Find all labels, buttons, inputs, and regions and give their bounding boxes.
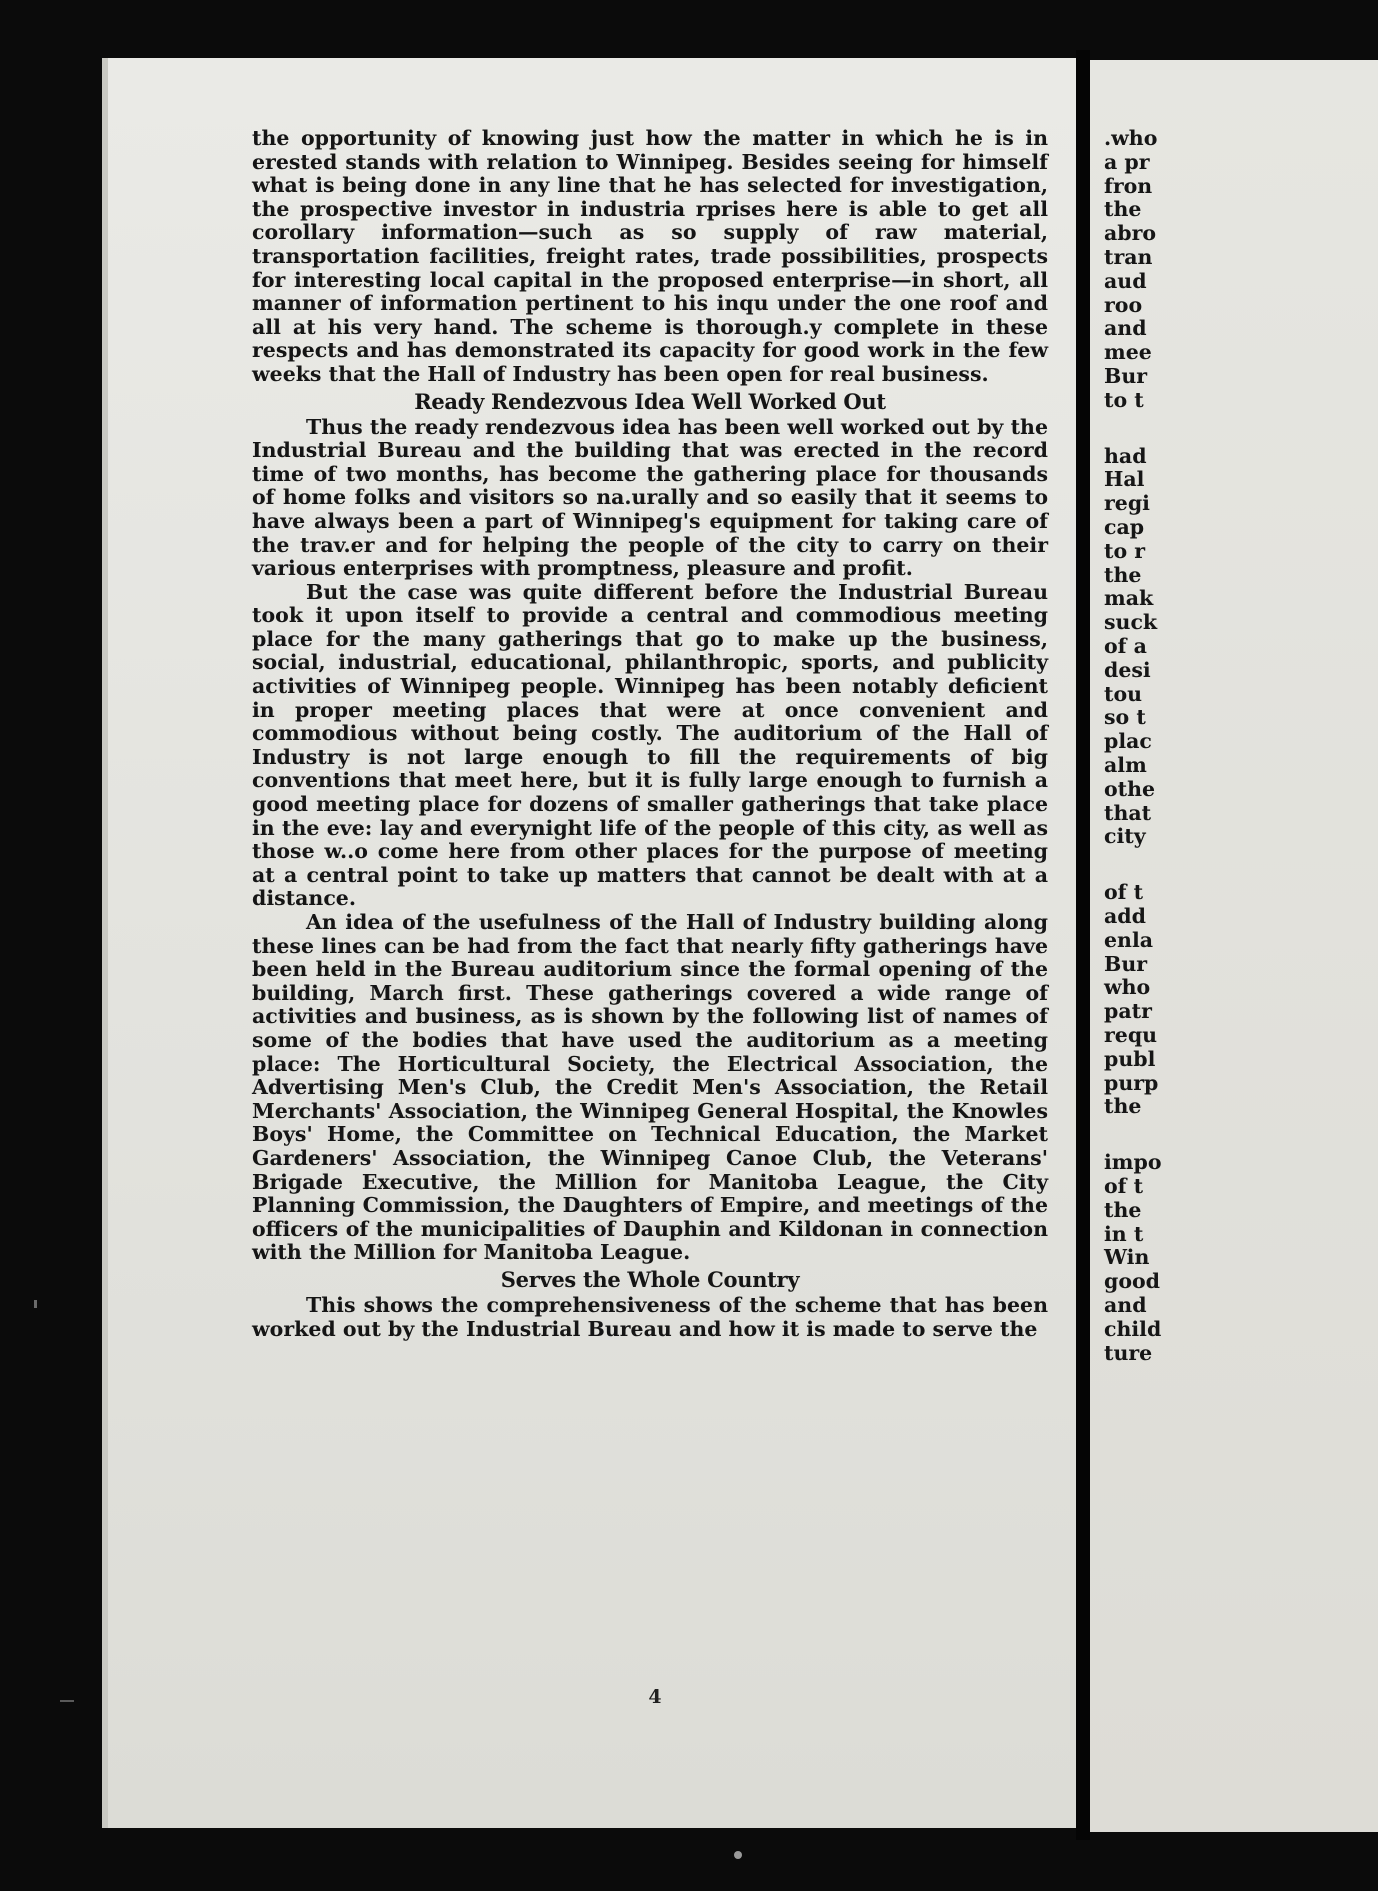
facing-page-line: so t: [1104, 705, 1146, 730]
facing-page-line: to t: [1104, 387, 1144, 412]
facing-page-line: Bur: [1104, 951, 1148, 976]
facing-page-line: enla: [1104, 927, 1154, 952]
facing-page-line: tou: [1104, 681, 1143, 706]
facing-page-line: a pr: [1104, 149, 1150, 174]
facing-page-line: and: [1104, 1293, 1147, 1317]
facing-page-line: to r: [1104, 538, 1146, 563]
facing-page-line: purp: [1104, 1070, 1159, 1095]
facing-page-line: tran: [1104, 245, 1153, 269]
article-body: [252, 127, 1048, 1341]
facing-page-line: who: [1104, 975, 1151, 1000]
facing-page-line: add: [1104, 904, 1146, 928]
facing-page-line: requ: [1104, 1023, 1158, 1047]
facing-page-line: child: [1104, 1316, 1162, 1341]
facing-page-line: mee: [1104, 340, 1152, 365]
facing-page-line: .who: [1104, 126, 1158, 150]
book-gutter: [1076, 50, 1090, 1840]
facing-page-line: Win: [1104, 1245, 1150, 1270]
facing-page-line: roo: [1104, 292, 1143, 317]
facing-page-line: Hal: [1104, 467, 1145, 492]
paragraph: Thus the ready rendezvous idea has been well worked out by the Industrial Bureau and the building that was erected in the record time of two months, has become the gathering place for thousands of home folks and visitors so na.urally and so easily that it seems to have always been a part of Winnipeg's equipment for taking care of the trav.er and for helping the people of the city to carry on their various enterprises with promptness, pleasure and profit.: [252, 414, 1048, 581]
facing-page-line: suck: [1104, 610, 1158, 635]
facing-page-line: of a: [1104, 634, 1147, 658]
facing-page-line: in t: [1104, 1221, 1144, 1246]
facing-page-line: the: [1104, 197, 1142, 222]
page-number: 4: [648, 1686, 662, 1708]
facing-page-line: the: [1104, 1094, 1142, 1119]
facing-page-line: impo: [1104, 1150, 1162, 1175]
facing-page-line: fron: [1104, 173, 1153, 198]
facing-page-line: abro: [1104, 221, 1157, 246]
facing-page-line: desi: [1104, 657, 1151, 682]
facing-page-line: of t: [1104, 1174, 1144, 1198]
facing-page-line: alm: [1104, 753, 1147, 777]
facing-page-line: the: [1104, 1197, 1142, 1222]
section-heading: Serves the Whole Country: [500, 1266, 800, 1292]
facing-page-line: regi: [1104, 491, 1150, 516]
facing-page-line: othe: [1104, 776, 1156, 801]
facing-page-line: of t: [1104, 880, 1144, 905]
facing-page-line: cap: [1104, 515, 1145, 539]
facing-page-line: that: [1104, 800, 1152, 825]
facing-page-line: the: [1104, 562, 1142, 587]
section-heading: Ready Rendezvous Idea Well Worked Out: [414, 388, 886, 414]
facing-page-line: patr: [1104, 999, 1152, 1024]
facing-page-line: city: [1104, 824, 1146, 849]
facing-page-line: aud: [1104, 268, 1147, 293]
paragraph: But the case was quite different before the Industrial Bureau took it upon itself to provide a central and commodious meeting place for the many gatherings that go to make up the business, social, industrial, educational, philanthropic, sports, and publicity activities of Winnipeg people. Winnipeg has been notably deficient in proper meeting places that were at once convenient and commodious without being costly. The auditorium of the Hall of Industry is not large enough to fill the requirements of big conventions that meet here, but it is fully large enough to furnish a good meeting place for dozens of smaller gatherings that take place in the eve: lay and everynight life of the people of this city, as well as those w..o come here from other places for the purpose of meeting at a central point to take up matters that cannot be dealt with at a distance.: [252, 579, 1048, 911]
paragraph: This shows the comprehensiveness of the scheme that has been worked out by the Industrial Bureau and how it is made to serve the: [252, 1292, 1048, 1341]
facing-page-line: mak: [1104, 586, 1154, 611]
paragraph: the opportunity of knowing just how the matter in which he is in erested stands with relation to Winnipeg. Besides seeing for himself what is being done in any line that he has selected for investigation, the prospective investor in industria rprises here is able to get all corollary information—such as so supply of raw material, transportation facilities, freight rates, trade possibilities, prospects for interesting local capital in the proposed enterprise—in short, all manner of information pertinent to his inqu under the one roof and all at his very hand. The scheme is thorough.y complete in these respects and has demonstrated its capacity for good work in the few weeks that the Hall of Industry has been open for real business.: [252, 126, 1048, 386]
facing-page-line: and: [1104, 316, 1147, 341]
paragraph: An idea of the usefulness of the Hall of Industry building along these lines can be had from the fact that nearly fifty gatherings have been held in the Bureau auditorium since the formal opening of the building, March first. These gatherings covered a wide range of activities and business, as is shown by the following list of names of some of the bodies that have used the auditorium as a meeting place: The Horticultural Society, the Electrical Association, the Advertising Men's Club, the Credit Men's Association, the Retail Merchants' Association, the Winnipeg General Hospital, the Knowles Boys' Home, the Committee on Technical Education, the Market Gardeners' Association, the Winnipeg Canoe Club, the Veterans' Brigade Executive, the Million for Manitoba League, the City Planning Commission, the Daughters of Empire, and meetings of the officers of the municipalities of Dauphin and Kildonan in connection with the Million for Manitoba League.: [252, 910, 1048, 1265]
facing-page-line: had: [1104, 443, 1147, 468]
facing-page-line: good: [1104, 1269, 1161, 1294]
facing-page-line: ture: [1104, 1340, 1153, 1365]
facing-page-line: publ: [1104, 1046, 1156, 1071]
facing-page-line: plac: [1104, 729, 1152, 754]
facing-page-line: Bur: [1104, 364, 1148, 388]
